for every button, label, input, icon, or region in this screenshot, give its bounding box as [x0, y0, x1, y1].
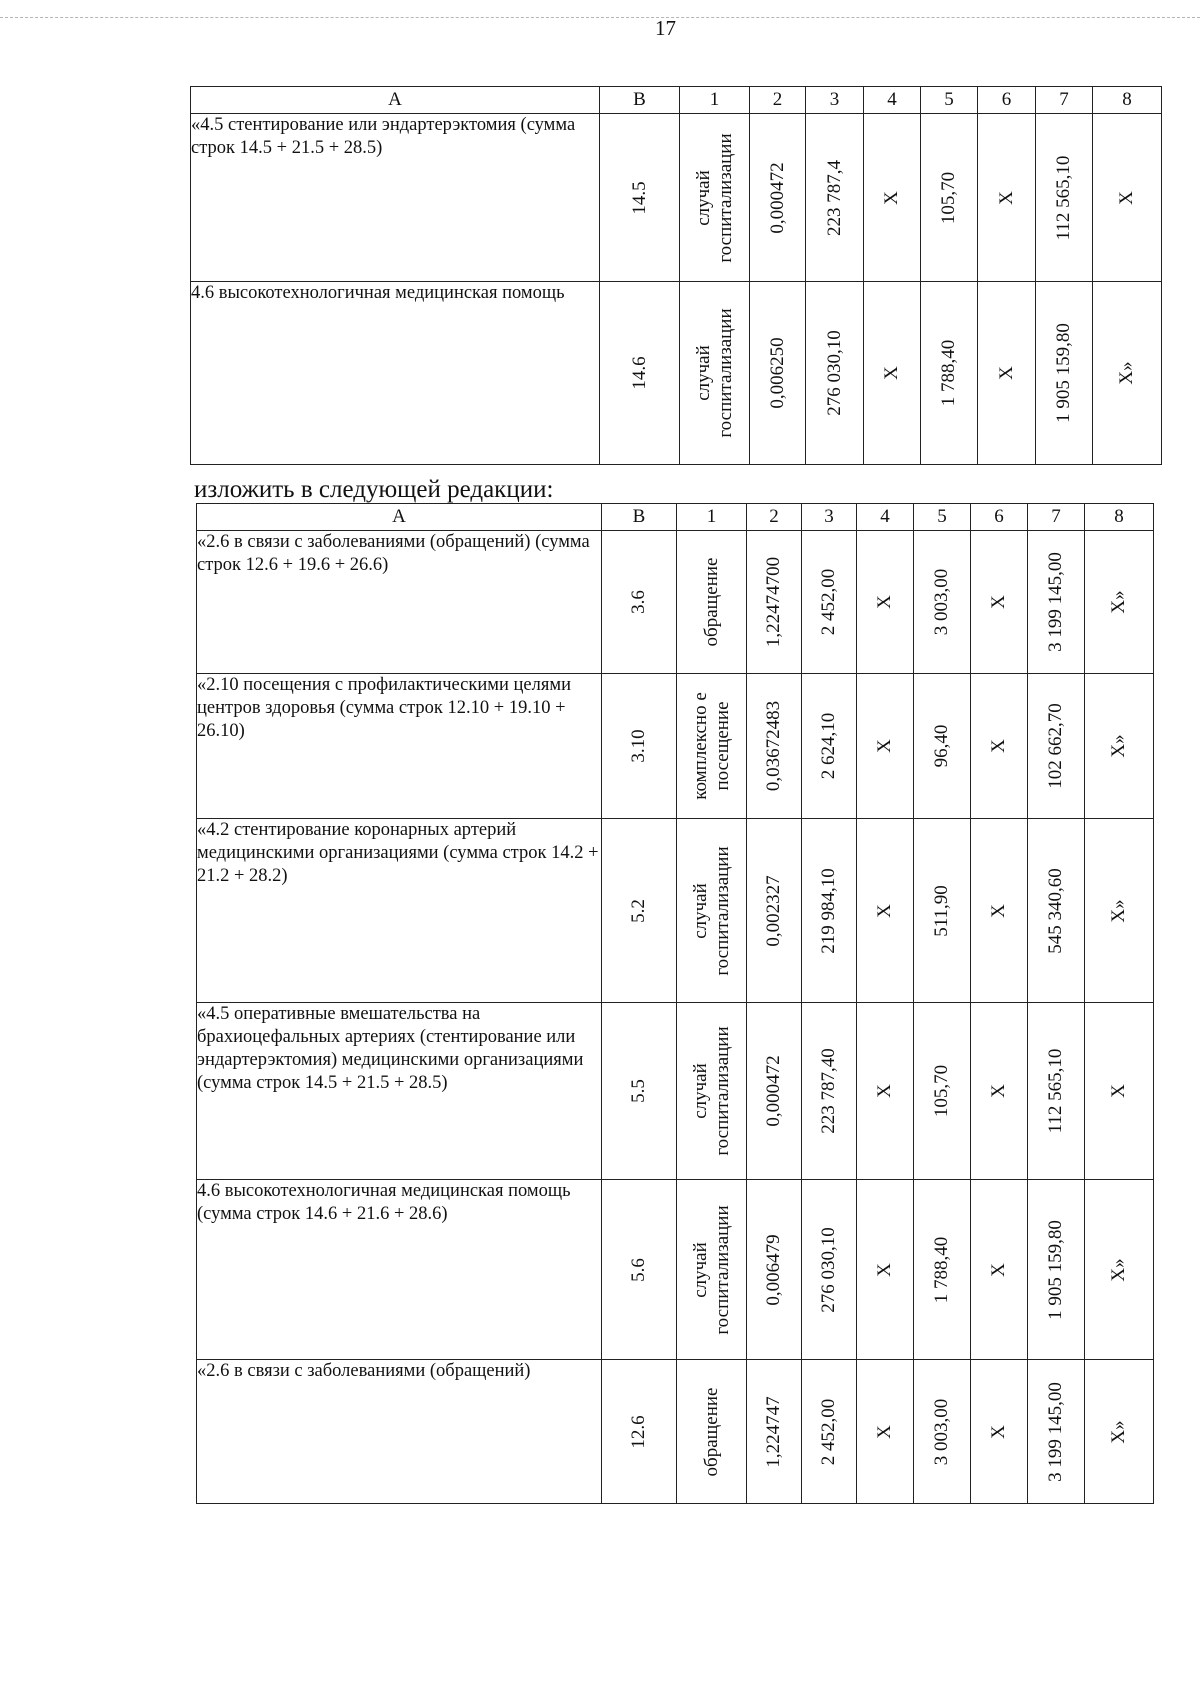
amendment-caption: изложить в следующей редакции:	[194, 476, 554, 503]
row-description: «4.5 стентирование или эндартерэктомия (сумма строк 14.5 + 21.5 + 28.5)	[191, 114, 600, 282]
header-cell-8: 8	[1093, 87, 1162, 114]
header-cell-3: 3	[802, 504, 857, 531]
row-col-5: 3 003,00	[931, 568, 952, 636]
row-col-7: 102 662,70	[1045, 703, 1066, 789]
table-row	[191, 282, 1162, 465]
row-col-7: 3 199 145,00	[1045, 1381, 1066, 1482]
table-header-row	[191, 87, 1162, 114]
row-col-2: 1,224747	[763, 1395, 784, 1468]
header-cell-b: В	[600, 87, 680, 114]
table-row	[197, 531, 1154, 674]
row-col-6: Х	[988, 1084, 1009, 1098]
row-description: 4.6 высокотехнологичная медицинская помощь (сумма строк 14.6 + 21.6 + 28.6)	[197, 1180, 602, 1360]
header-cell-1: 1	[677, 504, 747, 531]
row-col-5: 1 788,40	[938, 339, 959, 407]
row-unit: случай госпитализации	[692, 132, 736, 263]
header-cell-6: 6	[971, 504, 1028, 531]
row-col-8: Х»	[1116, 361, 1137, 385]
row-col-7: 1 905 159,80	[1045, 1219, 1066, 1320]
row-col-8: Х»	[1108, 898, 1129, 923]
row-unit: обращение	[700, 1387, 722, 1476]
row-col-2: 0,000472	[766, 161, 788, 234]
row-col-4: Х	[881, 190, 902, 205]
page-number: 17	[655, 16, 676, 40]
row-description: 4.6 высокотехнологичная медицинская помощь	[191, 282, 600, 465]
header-cell-a: А	[197, 504, 602, 531]
row-description: «4.2 стентирование коронарных артерий медицинскими организациями (сумма строк 14.2 + 21.2 + 28.2)	[197, 819, 602, 1003]
row-unit: случай госпитализации	[689, 1026, 733, 1156]
row-col-8: Х	[1108, 1084, 1129, 1098]
row-col-5: 3 003,00	[931, 1398, 952, 1465]
row-col-7: 112 565,10	[1053, 155, 1074, 240]
row-col-3: 223 787,4	[823, 159, 845, 236]
header-cell-a: А	[191, 87, 600, 114]
table-row	[197, 674, 1154, 819]
header-cell-7: 7	[1036, 87, 1093, 114]
row-unit: случай госпитализации	[689, 1204, 733, 1335]
row-col-3: 219 984,10	[818, 867, 839, 954]
table-row	[197, 1360, 1154, 1504]
table-amended	[196, 503, 1154, 1504]
row-col-8: Х»	[1108, 1257, 1129, 1282]
table-row	[197, 1180, 1154, 1360]
row-unit: случай госпитализации	[689, 845, 733, 976]
table-row	[191, 114, 1162, 282]
row-unit: комплексно е посещение	[689, 692, 733, 800]
row-col-5: 511,90	[931, 884, 952, 937]
header-cell-b: В	[602, 504, 677, 531]
row-description: «2.10 посещения с профилактическими целями центров здоровья (сумма строк 12.10 + 19.10 + 26.10)	[197, 674, 602, 819]
scan-edge-line	[0, 17, 1200, 18]
row-col-7: 1 905 159,80	[1053, 323, 1074, 423]
row-col-7: 112 565,10	[1045, 1048, 1066, 1134]
row-col-4: Х	[874, 739, 895, 753]
table-original	[190, 86, 1162, 465]
row-col-4: Х	[881, 366, 902, 380]
row-col-7: 3 199 145,00	[1045, 552, 1066, 652]
row-col-4: Х	[874, 903, 895, 918]
row-code: 14.5	[628, 180, 650, 215]
header-cell-2: 2	[747, 504, 802, 531]
row-description: «2.6 в связи с заболеваниями (обращений)	[197, 1360, 602, 1504]
header-cell-8: 8	[1085, 504, 1154, 531]
row-col-6: Х	[988, 595, 1009, 609]
row-col-5: 105,70	[931, 1064, 952, 1118]
row-col-2: 0,000472	[763, 1055, 784, 1127]
row-col-8: Х»	[1108, 734, 1129, 758]
row-col-4: Х	[874, 595, 895, 609]
row-col-6: Х	[995, 190, 1017, 205]
header-cell-1: 1	[680, 87, 750, 114]
row-code: 14.6	[628, 356, 650, 390]
row-col-3: 2 452,00	[818, 568, 839, 636]
row-col-2: 0,002327	[763, 874, 784, 947]
row-col-6: Х	[988, 1424, 1009, 1439]
row-col-8: Х»	[1108, 1419, 1129, 1444]
row-code: 5.6	[628, 1257, 649, 1282]
row-col-4: Х	[874, 1262, 895, 1277]
row-unit: случай госпитализации	[692, 308, 736, 438]
header-cell-4: 4	[857, 504, 914, 531]
row-col-6: Х	[988, 1262, 1009, 1277]
row-code: 3.6	[628, 590, 649, 614]
row-col-3: 2 624,10	[818, 712, 839, 780]
row-col-3: 276 030,10	[823, 330, 845, 416]
header-cell-3: 3	[806, 87, 864, 114]
row-code: 5.5	[628, 1079, 649, 1103]
row-description: «2.6 в связи с заболеваниями (обращений) (сумма строк 12.6 + 19.6 + 26.6)	[197, 531, 602, 674]
table-header-row	[197, 504, 1154, 531]
row-code: 12.6	[628, 1414, 649, 1449]
row-col-3: 2 452,00	[818, 1398, 839, 1465]
header-cell-7: 7	[1028, 504, 1085, 531]
row-col-2: 0,006250	[766, 337, 788, 409]
row-col-2: 0,006479	[763, 1233, 784, 1306]
row-col-2: 1,22474700	[763, 556, 784, 648]
row-col-4: Х	[874, 1424, 895, 1439]
table-row	[197, 819, 1154, 1003]
row-col-3: 223 787,40	[818, 1048, 839, 1134]
row-col-8: Х»	[1108, 590, 1129, 614]
row-col-6: Х	[988, 903, 1009, 918]
header-cell-6: 6	[978, 87, 1036, 114]
row-col-4: Х	[874, 1084, 895, 1098]
row-col-6: Х	[995, 366, 1017, 380]
row-col-6: Х	[988, 739, 1009, 753]
table-row	[197, 1003, 1154, 1180]
row-col-5: 96,40	[931, 724, 952, 768]
row-col-7: 545 340,60	[1045, 867, 1066, 954]
row-col-5: 1 788,40	[931, 1236, 952, 1303]
row-col-2: 0,03672483	[763, 700, 784, 792]
row-code: 3.10	[628, 729, 649, 763]
row-col-3: 276 030,10	[818, 1226, 839, 1313]
header-cell-5: 5	[914, 504, 971, 531]
row-unit: обращение	[700, 557, 722, 647]
row-description: «4.5 оперативные вмешательства на брахиоцефальных артериях (стентирование или эндартерэктомия) медицинскими организациями (сумма строк 14.5 + 21.5 + 28.5)	[197, 1003, 602, 1180]
row-code: 5.2	[628, 898, 649, 923]
row-col-5: 105,70	[938, 171, 959, 224]
row-col-8: Х	[1116, 190, 1137, 205]
header-cell-2: 2	[750, 87, 806, 114]
header-cell-5: 5	[921, 87, 978, 114]
header-cell-4: 4	[864, 87, 921, 114]
